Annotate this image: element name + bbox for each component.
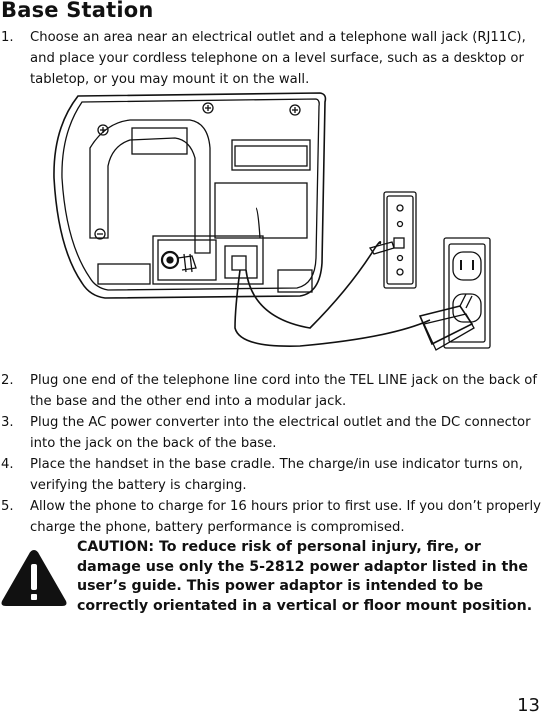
step-number: 1. (1, 30, 14, 45)
step-number: 5. (1, 499, 14, 514)
step-text: Choose an area near an electrical outlet and a telephone wall jack (RJ11C), and place your cordless telephone on a level surface, such as a desktop or tabletop, or you may mount it on the wall. (30, 30, 526, 87)
base-station-illustration (20, 88, 532, 368)
caution-notice: CAUTION: To reduce risk of personal injury, fire, or damage use only the 5-2812 power adaptor listed in the user’s guide. This power adaptor is intended to be correctly orientated in a vertical or floor mount position. (77, 539, 533, 614)
step-number: 4. (1, 457, 14, 472)
page-number: 13 (517, 695, 540, 716)
step-text: Allow the phone to charge for 16 hours prior to first use. If you don’t properly charge the phone, battery performance is compromised. (30, 499, 541, 535)
page-title: Base Station (1, 0, 154, 22)
step-number: 3. (1, 415, 14, 430)
step-text: Plug the AC power converter into the electrical outlet and the DC connector into the jack on the back of the base. (30, 415, 531, 451)
step-text: Plug one end of the telephone line cord into the TEL LINE jack on the back of the base and the other end into a modular jack. (30, 373, 537, 409)
step-text: Place the handset in the base cradle. The charge/in use indicator turns on, verifying the battery is charging. (30, 457, 523, 493)
warning-triangle-icon (0, 548, 68, 608)
step-number: 2. (1, 373, 14, 388)
